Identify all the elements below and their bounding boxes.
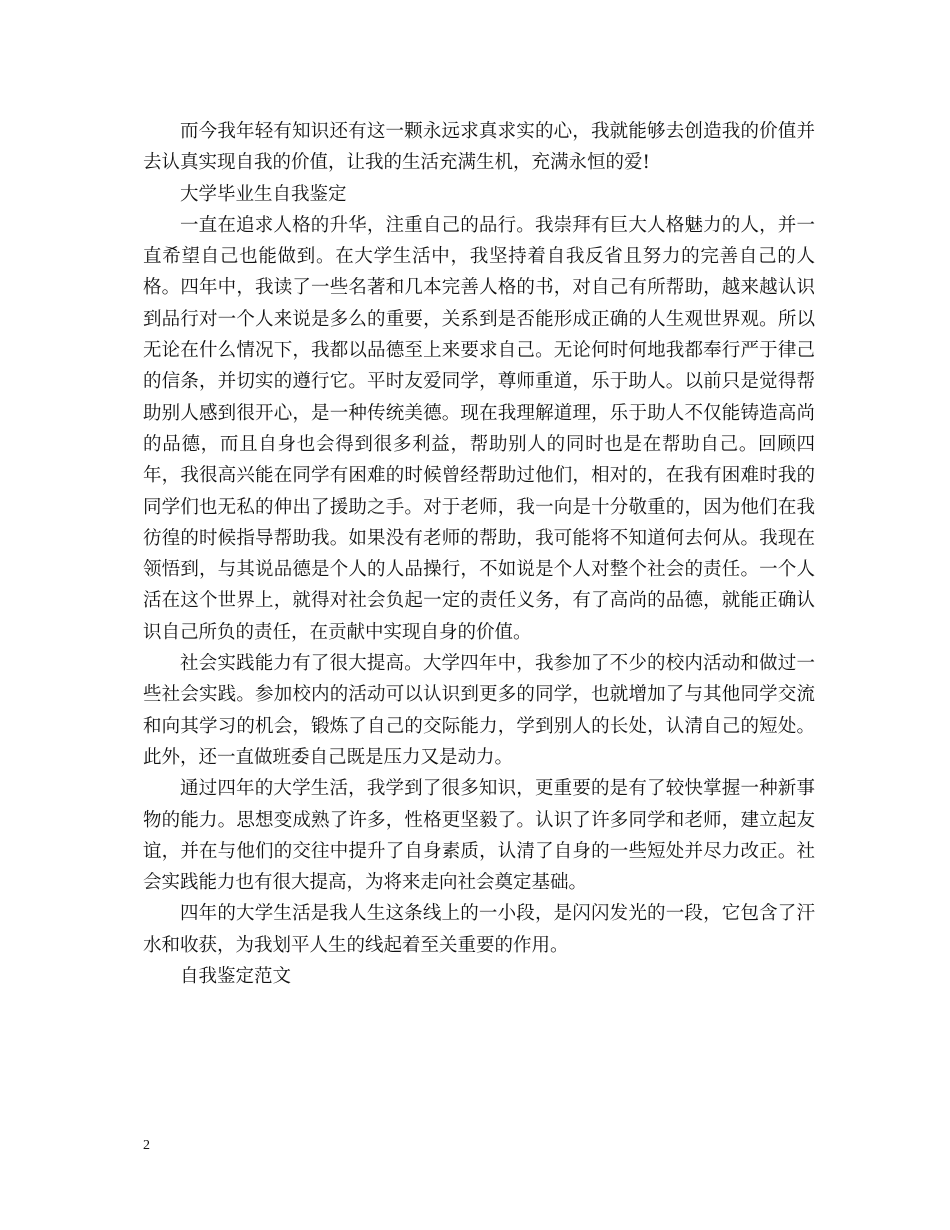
paragraph-life-line: 四年的大学生活是我人生这条线上的一小段，是闪闪发光的一段，它包含了汗水和收获，为我划平人生的线起着至关重要的作用。 [143,903,815,956]
paragraph-closing-statement: 而今我年轻有知识还有这一颗永远求真求实的心，我就能够去创造我的价值并去认真实现自我的价值，让我的生活充满生机，充满永恒的爱! [143,121,815,174]
paragraph-four-years-growth: 通过四年的大学生活，我学到了很多知识，更重要的是有了较快掌握一种新事物的能力。思想变成熟了许多，性格更坚毅了。认识了许多同学和老师，建立起友谊，并在与他们的交往中提升了自身素质，认清了自身的一些短处并尽力改正。社会实践能力也有很大提高，为将来走向社会奠定基础。 [143,778,815,894]
paragraph-social-practice: 社会实践能力有了很大提高。大学四年中，我参加了不少的校内活动和做过一些社会实践。参加校内的活动可以认识到更多的同学，也就增加了与其他同学交流和向其学习的机会，锻炼了自己的交际能力，学到别人的长处，认清自己的短处。此外，还一直做班委自己既是压力又是动力。 [143,653,815,768]
page-number: 2 [143,1138,150,1153]
section-heading-self-assessment-sample: 自我鉴定范文 [180,966,292,988]
paragraph-character-and-morals: 一直在追求人格的升华，注重自己的品行。我崇拜有巨大人格魅力的人，并一直希望自己也能做到。在大学生活中，我坚持着自我反省且努力的完善自己的人格。四年中，我读了一些名著和几本完善人格的书，对自己有所帮助，越来越认识到品行对一个人来说是多么的重要，关系到是否能形成正确的人生观世界观。所以无论在什么情况下，我都以品德至上来要求自己。无论何时何地我都奉行严于律己的信条，并切实的遵行它。平时友爱同学，尊师重道，乐于助人。以前只是觉得帮助别人感到很开心，是一种传统美德。现在我理解道理，乐于助人不仅能铸造高尚的品德，而且自身也会得到很多利益，帮助别人的同时也是在帮助自己。回顾四年，我很高兴能在同学有困难的时候曾经帮助过他们，相对的，在我有困难时我的同学们也无私的伸出了援助之手。对于老师，我一向是十分敬重的，因为他们在我彷徨的时候指导帮助我。如果没有老师的帮助，我可能将不知道何去何从。我现在领悟到，与其说品德是个人的人品操行，不如说是个人对整个社会的责任。一个人活在这个世界上，就得对社会负起一定的责任义务，有了高尚的品德，就能正确认识自己所负的责任，在贡献中实现自身的价值。 [143,214,815,643]
section-heading-graduate-self-assessment: 大学毕业生自我鉴定 [180,183,347,205]
document-body [143,116,815,992]
